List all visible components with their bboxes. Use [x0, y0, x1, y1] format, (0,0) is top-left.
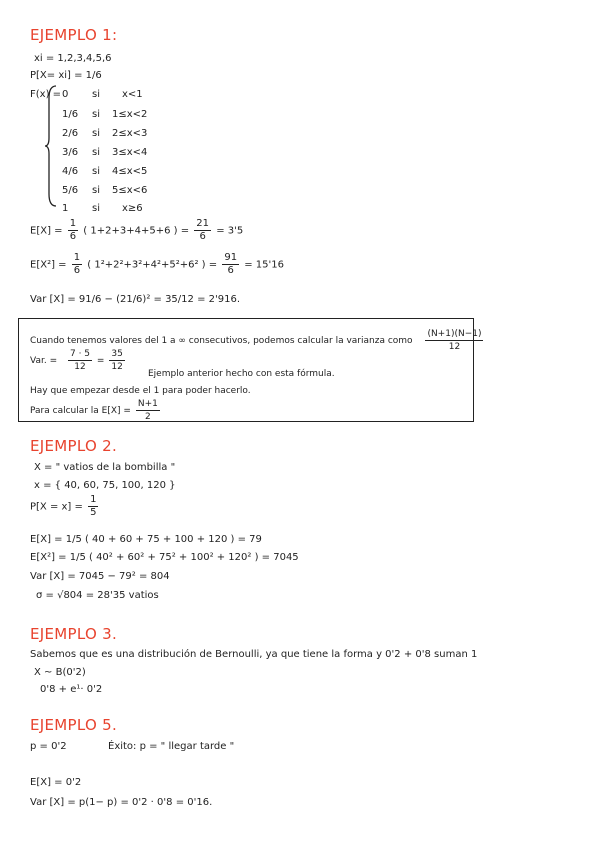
example-1-fx-label: F(x) =	[30, 89, 62, 100]
example-5-success: Éxito: p = " llegar tarde "	[108, 741, 235, 752]
example-3-line-3: 0'8 + e¹· 0'2	[40, 684, 103, 695]
fx-row-si: si	[92, 128, 100, 139]
example-5-p: p = 0'2	[30, 741, 67, 752]
example-2-probability: P[X = x] = $\frac{1}{5}$	[30, 494, 97, 518]
fx-row-si: si	[92, 109, 100, 120]
fx-row: 0	[62, 89, 69, 100]
example-1-variance: Var [X] = 91/6 − (21/6)² = 35/12 = 2'916.	[30, 294, 240, 305]
fx-row-cond: 5≤x<6	[112, 185, 148, 196]
fx-row-si: si	[92, 203, 100, 214]
example-2-expectation: E[X] = 1/5 ( 40 + 60 + 75 + 100 + 120 ) = 79	[30, 534, 262, 545]
example-2-heading: EJEMPLO 2.	[30, 437, 118, 455]
fx-row-cond: 1≤x<2	[112, 109, 148, 120]
fx-row: 3/6	[62, 147, 79, 158]
fx-row-cond: 2≤x<3	[112, 128, 148, 139]
example-2-second-moment: E[X²] = 1/5 ( 40² + 60² + 75² + 100² + 120² ) = 7045	[30, 552, 299, 563]
example-1-probability: P[X= xi] = 1/6	[30, 70, 102, 81]
fx-row-cond: x≥6	[122, 203, 143, 214]
example-3-line-2: X ~ B(0'2)	[34, 667, 86, 678]
example-5-heading: EJEMPLO 5.	[30, 716, 118, 734]
example-1-values: xi = 1,2,3,4,5,6	[34, 53, 112, 64]
fx-row: 1/6	[62, 109, 79, 120]
piecewise-brace	[44, 84, 58, 208]
example-2-variance: Var [X] = 7045 − 79² = 804	[30, 571, 170, 582]
fx-row: 5/6	[62, 185, 79, 196]
example-1-expectation: E[X] = $\frac{1}{6}$ ( 1+2+3+4+5+6 ) = $\frac{21}{6}$ = 3'5	[30, 218, 244, 242]
fx-row-cond: x<1	[122, 89, 143, 100]
note-expectation-formula: Para calcular la E[X] = $\frac{N+1}{2}$	[30, 399, 158, 422]
fx-row: 1	[62, 203, 69, 214]
fx-row-cond: 3≤x<4	[112, 147, 148, 158]
fx-row-si: si	[92, 89, 100, 100]
fx-row-cond: 4≤x<5	[112, 166, 148, 177]
example-2-set: x = { 40, 60, 75, 100, 120 }	[34, 480, 176, 491]
example-3-line-1: Sabemos que es una distribución de Bernoulli, ya que tiene la forma y 0'2 + 0'8 suman 1	[30, 649, 478, 660]
fx-row-si: si	[92, 166, 100, 177]
example-5-expectation: E[X] = 0'2	[30, 777, 82, 788]
example-2-std-dev: σ = √804 = 28'35 vatios	[36, 590, 159, 601]
example-5-variance: Var [X] = p(1− p) = 0'2 · 0'8 = 0'16.	[30, 797, 213, 808]
note-line-1: Cuando tenemos valores del 1 a ∞ consecutivos, podemos calcular la varianza como $\frac{(N+1)(N-1)}{12}$	[30, 329, 482, 352]
example-2-variable: X = " vatios de la bombilla "	[34, 462, 176, 473]
fx-row: 4/6	[62, 166, 79, 177]
example-1-heading: EJEMPLO 1:	[30, 26, 118, 44]
example-1-second-moment: E[X²] = $\frac{1}{6}$ ( 1²+2²+3²+4²+5²+6² ) = $\frac{91}{6}$ = 15'16	[30, 252, 285, 276]
note-variance-example: Var. = $\frac{7 \cdot 5}{12}$ = $\frac{35}{12}$	[30, 349, 123, 372]
fx-row-si: si	[92, 185, 100, 196]
example-3-heading: EJEMPLO 3.	[30, 625, 118, 643]
fx-row-si: si	[92, 147, 100, 158]
note-example-remark: Ejemplo anterior hecho con esta fórmula.	[148, 369, 335, 379]
fx-row: 2/6	[62, 128, 79, 139]
note-line-3: Hay que empezar desde el 1 para poder hacerlo.	[30, 386, 251, 396]
